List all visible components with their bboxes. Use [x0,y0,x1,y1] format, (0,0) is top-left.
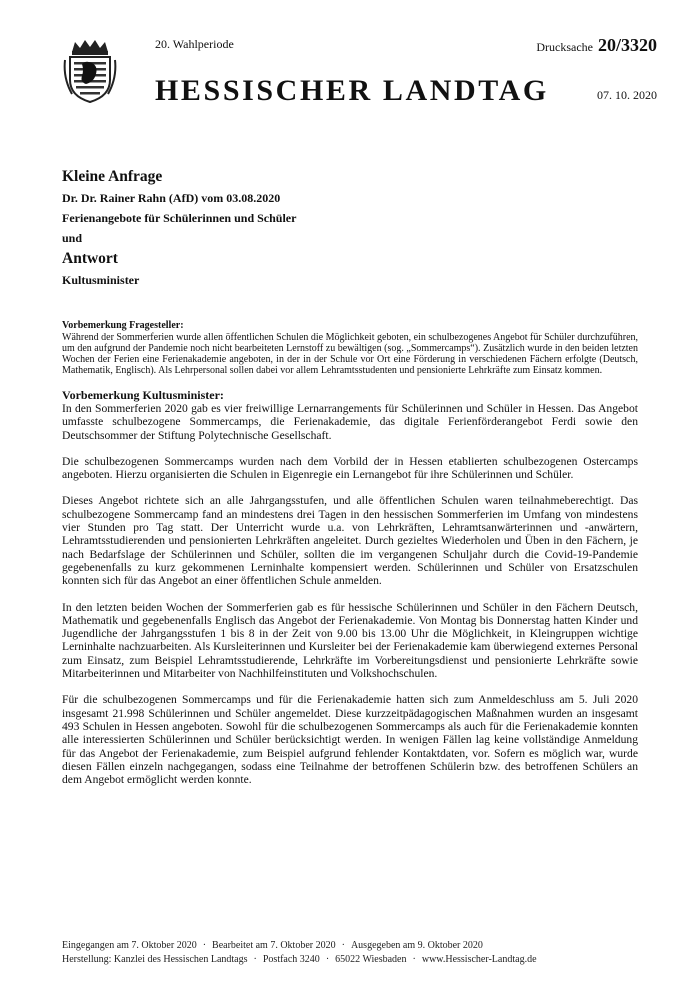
footer-eingegangen: Eingegangen am 7. Oktober 2020 [62,940,197,951]
footer-bearbeitet: Bearbeitet am 7. Oktober 2020 [212,940,336,951]
fragesteller-text: Während der Sommerferien wurde allen öffentlichen Schulen die Möglichkeit geboten, ein schulbezogenes Angebot für Schüler durchzuführen, um den aufgrund der Pandemie noch nicht bearbeiteten Lernstoff zu bewältigen (sog. „Sommercamps“). Zusätzlich wurde in den beiden letzten Wochen der Ferien eine Ferienakademie angeboten, in der in der Schule vor Ort eine Förderung in verschiedenen Fächern erfolgte (Deutsch, Mathematik, Englisch). Als Lehrpersonal sollen dabei vor allem Lehramtsstudenten und pensionierte Lehrkräfte zum Einsatz kommen. [62,332,639,376]
footer-dates-line [62,939,662,953]
footer-separator: · [253,954,257,965]
landtag-title: HESSISCHER LANDTAG [155,74,549,107]
body-paragraph: In den letzten beiden Wochen der Sommerferien gab es für hessische Schülerinnen und Schüler in den Fächern Deutsch, Mathematik und gegebenenfalls Englisch das Angebot der Ferienakademie. Von Montag bis Donnerstag hatten Kinder und Jugendliche der Jahrgangsstufen 1 bis 8 in der Zeit von 9.00 bis 13.00 Uhr die Möglichkeit, in Kleingruppen wichtige Lerninhalte nachzuarbeiten. Als Kursleiterinnen und Kursleiter bei der Ferienakademie kam überwiegend externes Personal zum Einsatz, zum Beispiel Lehramtsstudierende, Lehrkräfte im Vorbereitungsdienst und pensionierte Lehrkräfte sowie Mitarbeiterinnen und Mitarbeiter von Nachhilfeinstituten und Volkshochschulen. [62,600,638,681]
footer-separator: · [202,940,207,951]
body-paragraph: In den Sommerferien 2020 gab es vier freiwillige Lernarrangements für Schülerinnen und Schüler in Hessen. Das Angebot umfasste schulbezogene Sommercamps, die Ferienakademie, das digitale Ferienförderangebot Ferdi sowie den Deutschsommer der Stiftung Polytechnische Gesellschaft. [62,402,638,442]
und-line: und [62,231,83,245]
footer-imprint-line [62,953,662,967]
fragesteller-title: Vorbemerkung Fragesteller: [62,320,184,331]
body-paragraph: Die schulbezogenen Sommercamps wurden nach dem Vorbild der in Hessen etablierten schulbezogenen Ostercamps angeboten. Hierzu organisierten die Schulen in Eigenregie ein Lernangebot für ihre Schülerinnen und Schüler. [62,454,638,482]
drucksache-value: 20/3320 [597,35,657,55]
kleine-anfrage-title: Kleine Anfrage [62,168,163,185]
footer-postfach: Postfach 3240 [262,954,320,965]
kultusminister-title: Vorbemerkung Kultusminister: [62,388,224,402]
footer-separator: · [412,954,416,965]
drucksache-label: Drucksache [536,40,593,54]
body-paragraph: Dieses Angebot richtete sich an alle Jahrgangsstufen, und alle öffentlichen Schulen waren teilnahmeberechtigt. Das schulbezogene Sommercamp fand an mindestens drei Tagen in den hessischen Sommerferien im Umfang von mindestens vier Stunden pro Tag statt. Der Unterricht wurde u.a. von Lehrkräften, Lehramtsanwärterinnen und -anwärtern, Lehramtsstudierenden und pensionierten Lehrkräften angeleitet. Durch gezieltes Wiederholen und Üben in den Fächern, je nach Bedarfslage der Schülerinnen und Schüler, sollten die im vergangenen Schuljahr durch die Covid-19-Pandemie gegebenenfalls zu kurz gekommenen Lerninhalte kompensiert werden. Schülerinnen und Schüler von Ersatzschulen konnten sich für das Angebot an einer öffentlichen Schule anmelden. [62,494,638,588]
footer-herstellung: Herstellung: Kanzlei des Hessischen Landtags [62,954,248,965]
author-line: Dr. Dr. Rainer Rahn (AfD) vom 03.08.2020 [62,191,281,205]
ministry-line: Kultusminister [62,273,140,287]
heading-block [62,168,662,292]
subject-line: Ferienangebote für Schülerinnen und Schüler [62,211,297,225]
document-footer [62,939,662,967]
drucksache-number [536,35,657,56]
body-paragraph: Für die schulbezogenen Sommercamps und für die Ferienakademie hatten sich zum Anmeldeschluss am 5. Juli 2020 insgesamt 21.998 Schülerinnen und Schüler angemeldet. Diese kurzzeitpädagogischen Maßnahmen wurden an insgesamt 493 Schulen in Hessen angeboten. Sowohl für die schulbezogenen Sommercamps als auch für die Ferienakademie konnten alle interessierten Schülerinnen und Schüler berücksichtigt werden. In wenigen Fällen lag keine vollständige Anmeldung für das Angebot der Ferienakademie, zum Beispiel aufgrund fehlender Kontaktdaten, vor. Sofern es möglich war, wurde diesen Fällen einzeln nachgegangen, sodass eine Teilnahme der betroffenen Schülerin bzw. des betroffenen Schülers an dem Angebot ermöglicht werden konnte. [62,693,638,787]
document-date: 07. 10. 2020 [597,88,657,102]
footer-city: 65022 Wiesbaden [335,954,407,965]
document-body [62,320,638,799]
hessen-coat-of-arms-icon [62,38,118,104]
footer-website-link[interactable]: www.Hessischer-Landtag.de [421,954,537,965]
antwort-title: Antwort [62,250,118,267]
footer-separator: · [325,954,330,965]
footer-separator: · [341,940,345,951]
footer-ausgegeben: Ausgegeben am 9. Oktober 2020 [350,940,483,951]
wahlperiode: 20. Wahlperiode [155,37,234,51]
